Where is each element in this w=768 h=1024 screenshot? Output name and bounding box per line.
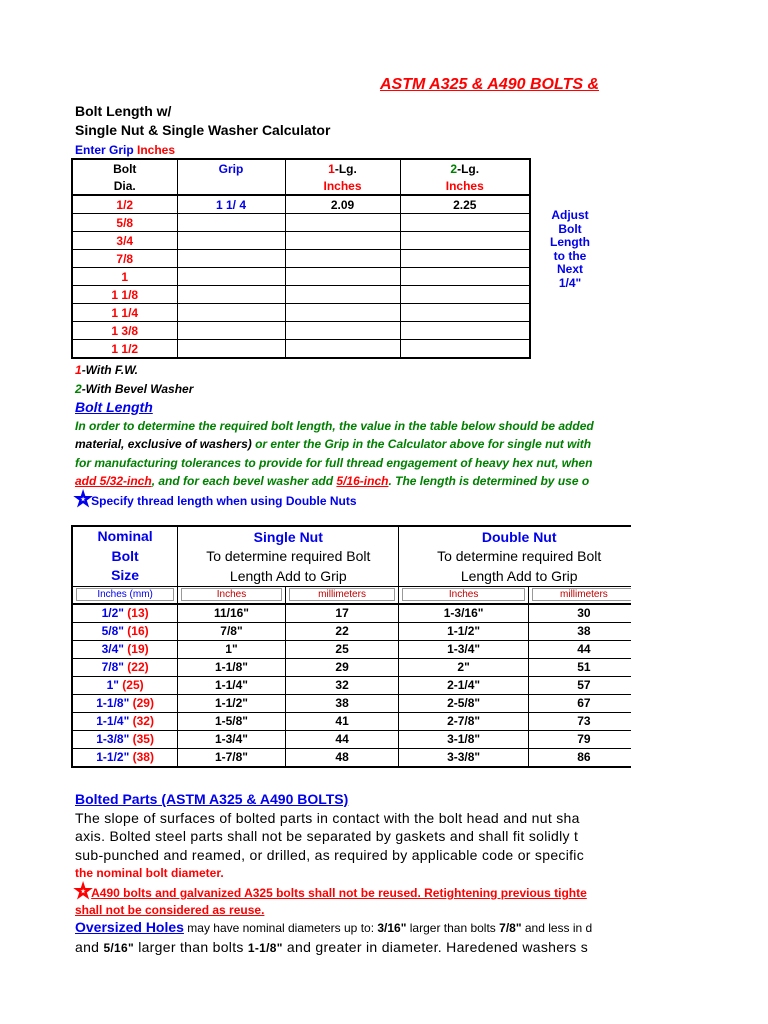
bolt-length-text-line4c: 5/16-inch	[336, 474, 389, 488]
bolt-table-row	[72, 640, 631, 658]
double-nut-sub1: To determine required Bolt	[437, 548, 602, 565]
footnote-1-text: -With F.W.	[81, 363, 139, 377]
grip-input-cell[interactable]	[177, 232, 285, 250]
unit-double-mm	[528, 586, 631, 604]
col-1lg-text: -Lg.	[334, 161, 357, 176]
single-nut-mm-cell: 48	[285, 748, 399, 767]
bolt-size-mm: (13)	[127, 606, 149, 620]
bolted-parts-text-line2: axis. Bolted steel parts shall not be separated by gaskets and shall fit solidly t	[75, 828, 579, 844]
double-nut-inches-cell: 2-1/4"	[399, 676, 528, 694]
single-nut-inches-cell: 1-3/4"	[178, 730, 286, 748]
adjust-note-line: Adjust	[551, 208, 589, 222]
adjust-note-line: to the	[553, 248, 587, 263]
calculator-row	[72, 286, 530, 304]
bolt-table-units-row	[72, 586, 631, 604]
double-nut-mm-cell: 51	[528, 658, 631, 676]
bolt-size-mm: (29)	[132, 696, 154, 710]
bolt-table-row	[72, 748, 631, 767]
calculator-heading-line2: Single Nut & Single Washer Calculator	[75, 122, 331, 138]
bolt-size-cell	[72, 748, 178, 767]
bolt-dia-cell: 1 3/8	[72, 322, 177, 340]
bolt-size-mm: (22)	[127, 660, 149, 674]
double-nut-inches-cell: 3-1/8"	[399, 730, 528, 748]
double-nut-note-text: Specify thread length when using Double Nuts	[91, 494, 357, 508]
col-single-nut: Single Nut	[178, 526, 399, 547]
length-flat-washer-cell	[285, 214, 400, 232]
single-nut-mm-cell: 25	[285, 640, 399, 658]
grip-input-cell[interactable]	[177, 322, 285, 340]
oversized-text-1c: larger than bolts	[406, 921, 500, 935]
page-title: ASTM A325 & A490 BOLTS &	[380, 76, 600, 93]
bolt-dia-cell: 1 1/8	[72, 286, 177, 304]
enter-grip-unit: Inches	[137, 143, 176, 157]
bolt-length-text-line4d: . The length is determined by use o	[388, 474, 590, 488]
double-nut-inches-cell: 1-3/4"	[399, 640, 528, 658]
adjust-note	[540, 209, 600, 291]
double-nut-sub2: Length Add to Grip	[460, 567, 578, 584]
col-nominal-line2: Bolt	[111, 547, 139, 564]
footnote-flat-washer	[75, 363, 138, 377]
calculator-row	[72, 195, 530, 214]
calculator-row	[72, 250, 530, 268]
col-1lg-number: 1	[328, 161, 335, 176]
col-grip-label: Grip	[177, 159, 285, 177]
grip-input-cell[interactable]	[177, 286, 285, 304]
col-bolt-label: Bolt	[72, 159, 177, 177]
grip-input-cell[interactable]	[177, 304, 285, 322]
col-1lg-label	[285, 159, 400, 177]
bolt-size-mm: (38)	[132, 750, 154, 764]
bolted-parts-heading: Bolted Parts (ASTM A325 & A490 BOLTS)	[75, 791, 349, 807]
oversized-text-1e: and less in d	[521, 921, 593, 935]
calculator-row	[72, 268, 530, 286]
unit-single-mm	[285, 586, 399, 604]
bolt-length-text-line4b: , and for each bevel washer add	[151, 474, 337, 488]
double-nut-mm-cell: 86	[528, 748, 631, 767]
bolt-length-text-line2a: material, exclusive of washers)	[75, 437, 252, 451]
bolt-length-text-line1: In order to determine the required bolt length, the value in the table below should be added	[75, 419, 594, 433]
single-nut-inches-cell: 1-5/8"	[178, 712, 286, 730]
length-flat-washer-cell	[285, 322, 400, 340]
single-nut-mm-cell: 41	[285, 712, 399, 730]
calculator-row	[72, 340, 530, 359]
bolt-table-row	[72, 676, 631, 694]
bolt-dia-cell: 1 1/2	[72, 340, 177, 359]
bolt-table-row	[72, 712, 631, 730]
adjust-note-line: Length	[550, 235, 590, 250]
calculator-row	[72, 214, 530, 232]
adjust-note-line: Bolt	[558, 221, 582, 236]
bolt-dia-cell: 5/8	[72, 214, 177, 232]
reuse-warning-line2: shall not be considered as reuse.	[75, 903, 265, 917]
single-nut-sub2: Length Add to Grip	[178, 566, 399, 586]
calculator-heading-line1: Bolt Length w/	[75, 103, 172, 119]
oversized-text-1b: 3/16"	[377, 921, 407, 935]
col-grip-blank	[177, 177, 285, 195]
grip-input-cell[interactable]	[177, 340, 285, 359]
double-nut-mm-cell: 30	[528, 604, 631, 623]
double-nut-note	[75, 489, 357, 509]
bolt-dia-cell: 3/4	[72, 232, 177, 250]
oversized-text-2d: 1-1/8"	[247, 941, 283, 955]
oversized-text-2b: 5/16"	[103, 941, 134, 955]
reuse-warning-line1: A490 bolts and galvanized A325 bolts shall not be reused. Retightening previous tighte	[91, 886, 587, 900]
col-dia-label: Dia.	[72, 177, 177, 195]
length-flat-washer-cell	[285, 268, 400, 286]
single-nut-inches-cell: 1"	[178, 640, 286, 658]
bolt-size-cell	[72, 622, 178, 640]
bolt-length-text-line4	[75, 474, 589, 488]
bolt-length-text-line2b: or enter the Grip in the Calculator above for single nut with	[251, 437, 592, 451]
length-bevel-washer-cell	[400, 322, 530, 340]
bolt-dia-cell: 7/8	[72, 250, 177, 268]
bolt-size-cell	[72, 712, 178, 730]
bolted-parts-text-line1: The slope of surfaces of bolted parts in contact with the bolt head and nut sha	[75, 810, 580, 826]
footnote-2-number: 2	[75, 382, 82, 396]
col-1lg-unit: Inches	[285, 177, 400, 195]
unit-double-mm-text: millimeters	[532, 588, 631, 601]
bolt-size-mm: (32)	[132, 714, 154, 728]
oversized-text-2e: and greater in diameter. Haredened washers s	[282, 939, 589, 955]
calculator-header-row-2	[72, 177, 530, 195]
single-nut-mm-cell: 22	[285, 622, 399, 640]
col-nominal-size	[72, 526, 178, 586]
adjust-note-line: 1/4"	[558, 275, 582, 290]
bolt-table-row	[72, 730, 631, 748]
bolt-dia-cell: 1/2	[72, 195, 177, 214]
single-nut-mm-cell: 44	[285, 730, 399, 748]
bolt-size-inches: 1-1/8"	[96, 696, 130, 710]
bolt-size-cell	[72, 676, 178, 694]
bolt-dia-cell: 1 1/4	[72, 304, 177, 322]
bolt-size-cell	[72, 640, 178, 658]
bolt-size-inches: 7/8"	[101, 660, 124, 674]
length-bevel-washer-cell	[400, 250, 530, 268]
length-bevel-washer-cell	[400, 232, 530, 250]
oversized-holes-line2	[75, 939, 588, 955]
footnote-2-text: -With Bevel Washer	[81, 382, 194, 396]
double-nut-inches-cell: 2"	[399, 658, 528, 676]
oversized-text-1a: may have nominal diameters up to:	[183, 921, 378, 935]
grip-input-cell[interactable]	[177, 250, 285, 268]
bolt-dia-cell: 1	[72, 268, 177, 286]
double-nut-mm-cell: 67	[528, 694, 631, 712]
oversized-holes-heading: Oversized Holes	[75, 919, 184, 935]
single-nut-mm-cell: 38	[285, 694, 399, 712]
oversized-text-2a: and	[75, 939, 104, 955]
bolt-length-text-line4a: add 5/32-inch	[75, 474, 152, 488]
length-bevel-washer-cell	[400, 214, 530, 232]
grip-input-cell[interactable]: 1 1/ 4	[177, 195, 285, 214]
length-flat-washer-cell	[285, 232, 400, 250]
col-double-nut: Double Nut	[481, 528, 557, 545]
unit-double-inches-text: Inches	[402, 588, 524, 601]
calculator-header-row-1	[72, 159, 530, 177]
length-flat-washer-cell	[285, 304, 400, 322]
single-nut-inches-cell: 1-1/8"	[178, 658, 286, 676]
unit-size	[72, 586, 178, 604]
double-nut-inches-cell: 1-1/2"	[399, 622, 528, 640]
bolt-size-mm: (35)	[132, 732, 154, 746]
double-nut-inches-cell: 2-5/8"	[399, 694, 528, 712]
length-bevel-washer-cell	[400, 286, 530, 304]
single-nut-sub1: To determine required Bolt	[178, 547, 399, 566]
bolt-size-inches: 1/2"	[101, 606, 124, 620]
single-nut-inches-cell: 1-1/4"	[178, 676, 286, 694]
single-nut-inches-cell: 7/8"	[178, 622, 286, 640]
double-nut-mm-cell: 38	[528, 622, 631, 640]
bolt-table-row	[72, 658, 631, 676]
unit-double-inches	[399, 586, 528, 604]
bolt-size-mm: (25)	[122, 678, 144, 692]
double-nut-mm-cell: 73	[528, 712, 631, 730]
unit-single-mm-text: millimeters	[289, 588, 396, 601]
bolt-length-table	[71, 525, 631, 768]
col-2lg-number: 2	[450, 161, 458, 176]
length-bevel-washer-cell	[400, 268, 530, 286]
calculator-row	[72, 232, 530, 250]
bolt-table-row	[72, 694, 631, 712]
bolt-size-mm: (19)	[127, 642, 149, 656]
unit-single-inches	[178, 586, 286, 604]
bolt-length-calculator-table	[71, 158, 531, 359]
grip-input-cell[interactable]	[177, 214, 285, 232]
bolted-parts-text-line3: sub-punched and reamed, or drilled, as required by applicable code or specific	[75, 847, 585, 863]
footnote-1-number: 1	[75, 363, 82, 377]
length-bevel-washer-cell: 2.25	[400, 195, 530, 214]
col-nominal-line3: Size	[111, 567, 140, 583]
star-icon: ☆	[75, 489, 92, 509]
bolt-size-cell	[72, 604, 178, 623]
enter-grip-text: Enter Grip	[75, 143, 138, 157]
single-nut-inches-cell: 1-7/8"	[178, 748, 286, 767]
single-nut-inches-cell: 1-1/2"	[178, 694, 286, 712]
bolt-size-cell	[72, 658, 178, 676]
single-nut-inches-cell: 11/16"	[178, 604, 286, 623]
oversized-text-2c: larger than bolts	[134, 939, 248, 955]
length-flat-washer-cell: 2.09	[285, 195, 400, 214]
length-bevel-washer-cell	[400, 304, 530, 322]
bolt-size-inches: 1-1/4"	[96, 714, 130, 728]
single-nut-mm-cell: 32	[285, 676, 399, 694]
bolt-table-header-row	[72, 526, 631, 547]
length-flat-washer-cell	[285, 340, 400, 359]
calculator-row	[72, 304, 530, 322]
single-nut-mm-cell: 29	[285, 658, 399, 676]
double-nut-inches-cell: 1-3/16"	[399, 604, 528, 623]
double-nut-inches-cell: 3-3/8"	[399, 748, 528, 767]
bolt-size-inches: 5/8"	[101, 624, 124, 638]
col-2lg-unit: Inches	[400, 177, 530, 195]
col-nominal-line1: Nominal	[97, 528, 153, 544]
length-bevel-washer-cell	[400, 340, 530, 359]
bolt-size-mm: (16)	[127, 624, 149, 638]
double-nut-mm-cell: 44	[528, 640, 631, 658]
bolted-parts-text-line4: the nominal bolt diameter.	[75, 866, 224, 880]
star-icon: ☆	[75, 881, 92, 901]
unit-single-inches-text: Inches	[181, 588, 282, 601]
unit-size-text: Inches (mm)	[76, 588, 174, 601]
col-2lg-text: -Lg.	[457, 161, 480, 176]
bolt-size-cell	[72, 730, 178, 748]
bolt-size-cell	[72, 694, 178, 712]
col-2lg-label	[400, 159, 530, 177]
bolt-size-inches: 3/4"	[101, 642, 124, 656]
bolt-size-inches: 1-1/2"	[96, 750, 130, 764]
length-flat-washer-cell	[285, 286, 400, 304]
adjust-note-line: Next	[556, 262, 583, 277]
enter-grip-label	[75, 143, 175, 157]
bolt-size-inches: 1"	[106, 678, 119, 692]
oversized-text-1d: 7/8"	[499, 921, 522, 935]
bolt-length-text-line3: for manufacturing tolerances to provide for full thread engagement of heavy hex nut, when	[75, 456, 593, 470]
reuse-warning	[75, 881, 587, 901]
double-nut-mm-cell: 79	[528, 730, 631, 748]
single-nut-mm-cell: 17	[285, 604, 399, 623]
calculator-row	[72, 322, 530, 340]
bolt-table-row	[72, 604, 631, 623]
length-flat-washer-cell	[285, 250, 400, 268]
bolt-length-heading: Bolt Length	[75, 399, 153, 415]
grip-input-cell[interactable]	[177, 268, 285, 286]
footnote-bevel-washer	[75, 382, 193, 396]
bolt-size-inches: 1-3/8"	[96, 732, 130, 746]
double-nut-mm-cell: 57	[528, 676, 631, 694]
bolt-table-row	[72, 622, 631, 640]
oversized-holes-line1	[75, 919, 592, 935]
bolt-length-text-line2	[75, 437, 591, 451]
double-nut-inches-cell: 2-7/8"	[399, 712, 528, 730]
